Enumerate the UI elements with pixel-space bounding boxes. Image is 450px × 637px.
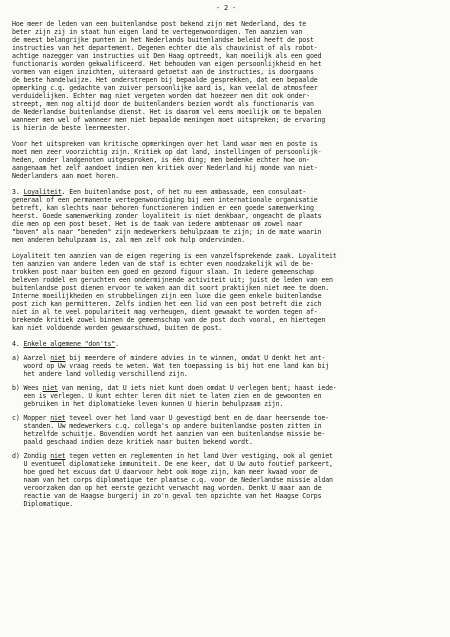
paragraph-line: functionaris worden gekwalificeerd. Het behouden van eigen persoonlijkheid en het	[12, 60, 322, 68]
paragraph-line: wanneer men wel of wanneer men niet bepaalde meningen moet uitspreken; de ervaring	[12, 116, 326, 124]
dont-item-emphasis: niet	[50, 452, 66, 460]
section-4	[12, 340, 440, 508]
dont-item-emphasis: niet	[50, 354, 66, 362]
dont-item-line	[12, 354, 440, 362]
paragraph-line: Loyaliteit ten aanzien van de eigen regering is een vanzelfsprekende zaak. Loyaliteit	[12, 252, 337, 260]
dont-item-line: U eventueel diplomatieke immuniteit. De ene keer, dat U Uw auto foutief parkeert,	[12, 460, 333, 468]
paragraph-line: instructies van het departement. Degenen echter die als chauvinist of als robot-	[12, 44, 318, 52]
paragraph-line: de meest belangrijke punten in het Nederlands buitenlandse beleid heeft de post	[12, 36, 314, 44]
paragraph-line: ten aanzien van andere leden van de staf is echter even noodzakelijk wil de be-	[12, 260, 314, 268]
dont-item-line: hoe goed het excuus dat U daarvoor hebt ook moge zijn, kan meer kwaad voor de	[12, 468, 318, 476]
paragraph-line: vormen van eigen inzichten, uiteraard getoetst aan de instructies, is doorgaans	[12, 68, 314, 76]
section-4-heading: Enkele algemene "don'ts"	[23, 340, 116, 348]
paragraph-line: kan niet voldoende worden gewaarschuwd, buiten de post.	[12, 324, 223, 332]
dont-item-line: Diplomatique.	[12, 500, 74, 508]
paragraph-line: trokken post naar buiten een goed en gezond figuur slaan. In iedere gemeenschap	[12, 268, 314, 276]
paragraph-line: "boven" als naar "beneden" zijn medewerkers behulpzaam te zijn; in de mate waarin	[12, 228, 322, 236]
dont-item-line	[12, 414, 440, 422]
dont-item-text: teveel over het land vaar U gevestigd bent en de daar heersende toe-	[65, 414, 330, 422]
paragraph-line: Hoe meer de leden van een buitenlandse post bekend zijn met Nederland, des te	[12, 20, 307, 28]
dont-item	[12, 354, 440, 378]
dont-item-prefix: a) Aarzel	[12, 354, 51, 362]
paragraph-line: de beste handelwijze. Het onderstrepen bij bepaalde gesprekken, dat een bepaalde	[12, 76, 318, 84]
paragraph-line: buitenlandse post dienen ervoor te waken aan dit soort praktijken niet mee te doen.	[12, 284, 330, 292]
paragraph-line: moet men zeer voorzichtig zijn. Kritiek op dat land, instellingen of persoonlijk-	[12, 148, 322, 156]
paragraph-line: men anderen behulpzaam is, zal men zelf ook hulp ondervinden.	[12, 236, 246, 244]
dont-item-line: paald geschaad indien deze kritiek naar buiten bekend wordt.	[12, 438, 253, 446]
dont-item-text: tegen vetten en reglementen in het land Uver vestiging, ook al geniet	[65, 452, 333, 460]
dont-item-emphasis: niet	[50, 414, 66, 422]
dont-item-line: woord op Uw vraag reeds te weten. Wat ten toepassing is bij hot ene land kan bij	[12, 362, 330, 370]
paragraph-line: beter zijn zij in staat hun eigen land te vertegenwoordigen. Ten aanzien van	[12, 28, 303, 36]
section-4-heading-suffix: .	[115, 340, 119, 348]
dont-item-emphasis: niet	[42, 384, 58, 392]
paragraph-line: die men op een post beset. Het is de taak van iedere ambtenaar om zowel naar	[12, 220, 303, 228]
paragraph-line: niet in al te veel populariteit mag verheugen, dient gewaakt te worden tegen af-	[12, 308, 318, 316]
dont-item-prefix: c) Mopper	[12, 414, 51, 422]
page-number: - 2 -	[215, 4, 237, 12]
paragraph-line: streept, men nog altijd door de buitenlanders bezien wordt als functionaris van	[12, 100, 314, 108]
paragraph-line: heden, onder landgenoten uitgesproken, is één ding; men bedenke echter hoe on-	[12, 156, 310, 164]
paragraph-line: beleven roddel en geruchten een ondermijnende activiteit uit; juist de leden van een	[12, 276, 333, 284]
dont-item-text: van mening, dat U iets niet kunt doen omdat U verlegen bent; haast iede-	[57, 384, 337, 392]
dont-item	[12, 414, 440, 446]
paragraph-2	[12, 140, 440, 180]
dont-item-text: bij meerdere of mindere advies in te winnen, omdat U denkt het ant-	[65, 354, 326, 362]
paragraph-line: is hierin de beste leermeester.	[12, 124, 131, 132]
paragraph-line: heerst. Goede samenwerking zonder loyaliteit is niet denkbaar, ongeacht de plaats	[12, 212, 322, 220]
paragraph-line: aangenaam het zelf aandoet indien men kritiek over Nederland hij monde van niet-	[12, 164, 318, 172]
section-3-number: 3.	[12, 188, 20, 196]
dont-item-line: het andere land volledig verschillend zijn.	[12, 370, 188, 378]
paragraph-line: achtige nazegger van instructies uit Den Haag optreedt, kan moeilijk als een goed	[12, 52, 322, 60]
paragraph-line: opmerking c.q. gedachte van zuiver persoonlijke aard is, kan veelal de atmosfeer	[12, 84, 318, 92]
dont-item-line	[12, 452, 440, 460]
dont-item-line: veroorzaken dan op het eerste gezicht verwacht mag worden. Denkt U maar aan de	[12, 484, 322, 492]
dont-item-line: naam van het corps diplomatique ter plaatse c.q. voor de Nederlandse missie aldan	[12, 476, 333, 484]
dont-item	[12, 384, 440, 408]
dont-item-line: hetzelfde schuitje. Bovendien wordt het aanzien van een buitenlandse missie be-	[12, 430, 326, 438]
dont-item	[12, 452, 440, 508]
paragraph-line: brekende kritiek zowel binnen de gemeenschap van de post doch vooral, en hiertegen	[12, 316, 326, 324]
paragraph-loyaliteit	[12, 188, 440, 244]
dont-item-prefix: d) Zondig	[12, 452, 51, 460]
dont-item-line: een is verlegen. U kunt echter leren dit niet te laten zien en de gewoonten en	[12, 392, 322, 400]
dont-item-line: reactie van de Haagse burgerij in zo'n geval ten opzichte van het Haagse Corps	[12, 492, 322, 500]
paragraph-line: Voor het uitspreken van kritische opmerkingen over het land waar men en poste is	[12, 140, 318, 148]
paragraph-line: betreft, kan slechts naar behoren functioneren indien er een goede samenwerking	[12, 204, 314, 212]
dont-item-line	[12, 384, 440, 392]
dont-item-line: standen. Uw medewerkers c.q. collega's op andere buitenlandse posten zitten in	[12, 422, 322, 430]
section-4-number: 4.	[12, 340, 20, 348]
section-4-heading-line	[12, 340, 440, 348]
dont-item-prefix: b) Wees	[12, 384, 43, 392]
paragraph-line: generaal of een permanente vertegenwoordiging bij een internationale organisatie	[12, 196, 318, 204]
paragraph-4	[12, 252, 440, 332]
paragraph-line: . Een buitenlandse post, of het nu een ambassade, een consulaat-	[61, 188, 307, 196]
paragraph-1	[12, 20, 440, 132]
paragraph-line: de Nederlandse buitenlandse dienst. Het is daarom vel eens moeilijk om te bepalen	[12, 108, 322, 116]
paragraph-line: post zich kan permitteren. Zelfs indien het een lid van een post betreft die zich	[12, 300, 322, 308]
paragraph-line: Nederlanders aan moet horen.	[12, 172, 119, 180]
section-3-heading: Loyaliteit	[23, 188, 62, 196]
paragraph-line: Interne moeilijkheden en strubbelingen zijn een luxe die geen enkele buitenlandse	[12, 292, 322, 300]
paragraph-line: verduidelijken. Echter mag niet vergeten worden dat hoezeer men dit ook onder-	[12, 92, 310, 100]
dont-item-line: gebruiken in het diplomatieke leven kunnen U hierin behulpzaam zijn.	[12, 400, 284, 408]
section-3-first-line	[12, 188, 440, 196]
